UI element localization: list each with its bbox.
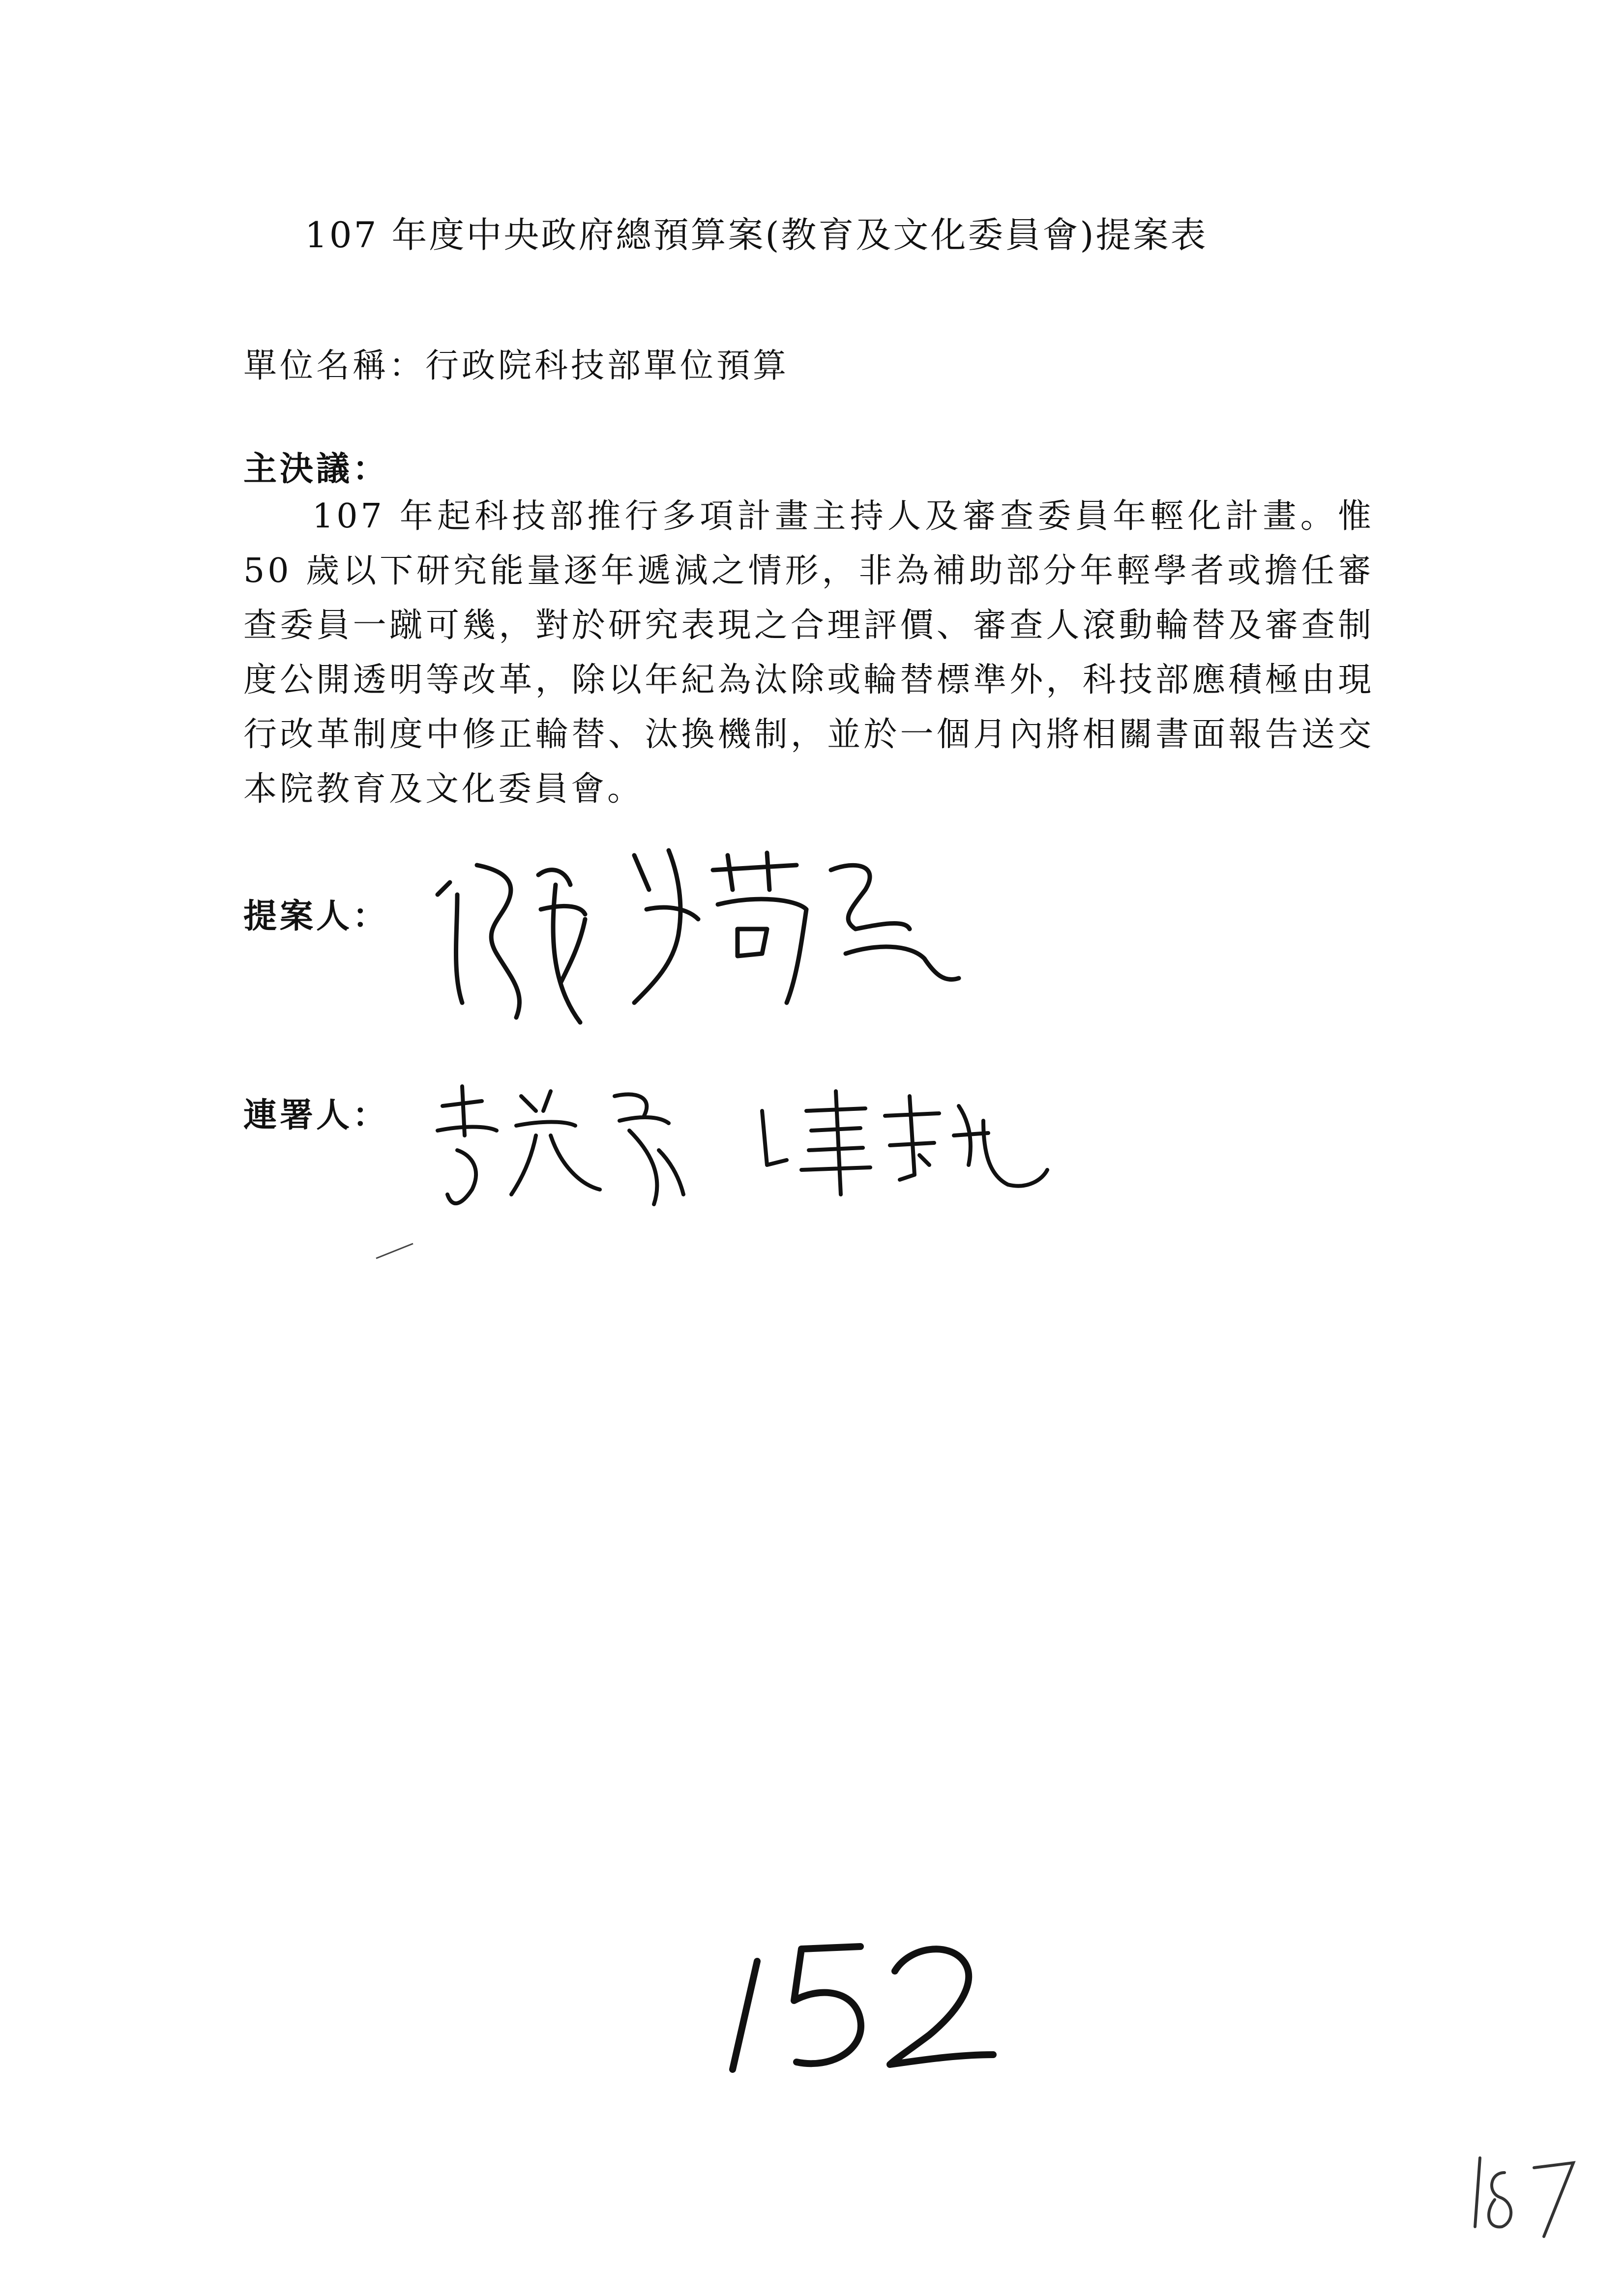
stray-pen-mark — [374, 1239, 418, 1263]
handwritten-corner-number — [1460, 2138, 1588, 2246]
cosigner-signature-2 — [752, 1081, 1057, 1209]
handwritten-page-number — [713, 1907, 1008, 2094]
unit-name: 單位名稱：行政院科技部單位預算 — [243, 347, 790, 385]
resolution-body: 107 年起科技部推行多項計畫主持人及審查委員年輕化計畫。惟 50 歲以下研究能量逐年遞減之情形，非為補助部分年輕學者或擔任審查委員一蹴可幾，對於研究表現之合理評價、審查人滾動輪替及審查制度公開透明等改革，除以年紀為汰除或輪替標準外，科技部應積極由現行改革制度中修正輪替、汰換機制，並於一個月內將相關書面報告送交本院教育及文化委員會。 — [243, 497, 1374, 809]
proposer-signature — [423, 836, 974, 1042]
proposer-label: 提案人： — [243, 897, 389, 936]
cosigner-signature-1 — [423, 1076, 698, 1224]
resolution-heading: 主決議： — [243, 449, 389, 489]
document-title: 107 年度中央政府總預算案(教育及文化委員會)提案表 — [305, 214, 1208, 256]
cosigner-label: 連署人： — [243, 1096, 389, 1135]
